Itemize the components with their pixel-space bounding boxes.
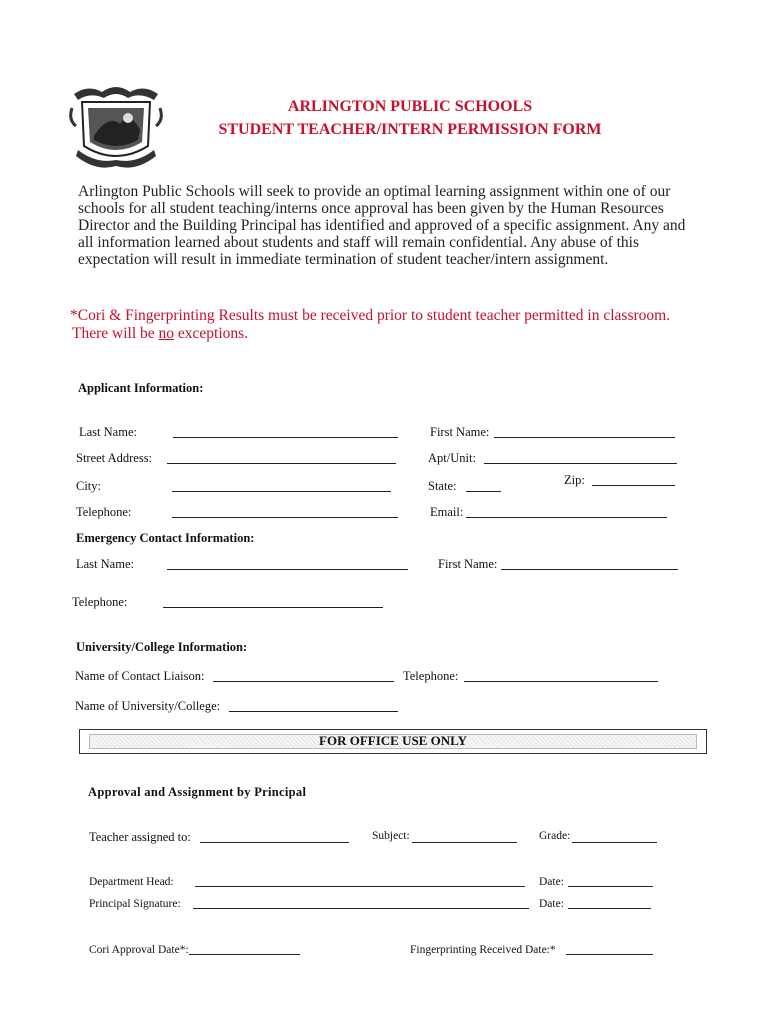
notice-line-2: [72, 325, 248, 343]
applicant-last-name-label: Last Name:: [79, 425, 137, 439]
emergency-last-name-label: Last Name:: [76, 557, 134, 571]
emergency-telephone-label: Telephone:: [72, 595, 128, 609]
contact-liaison-field[interactable]: [213, 671, 394, 682]
notice-text-end: exceptions.: [174, 325, 249, 342]
applicant-telephone-field[interactable]: [172, 507, 398, 518]
date-label-1: Date:: [539, 876, 564, 888]
department-head-field[interactable]: [195, 876, 525, 887]
state-field[interactable]: [466, 481, 501, 492]
apt-field[interactable]: [484, 453, 677, 464]
date-field-2[interactable]: [568, 898, 651, 909]
teacher-assigned-label: Teacher assigned to:: [89, 830, 191, 844]
department-head-label: Department Head:: [89, 876, 174, 888]
grade-field[interactable]: [572, 832, 657, 843]
fingerprint-date-field[interactable]: [566, 944, 653, 955]
approval-heading: Approval and Assignment by Principal: [88, 785, 307, 799]
college-name-field[interactable]: [229, 701, 398, 712]
notice-emphasis: no: [158, 325, 175, 342]
principal-signature-label: Principal Signature:: [89, 898, 181, 910]
subject-field[interactable]: [412, 832, 517, 843]
applicant-first-name-label: First Name:: [430, 425, 490, 439]
form-title: STUDENT TEACHER/INTERN PERMISSION FORM: [218, 121, 602, 138]
college-name-label: Name of University/College:: [75, 699, 221, 713]
applicant-last-name-field[interactable]: [173, 427, 398, 438]
cori-approval-field[interactable]: [189, 944, 300, 955]
notice-text: There will be: [72, 325, 159, 342]
applicant-heading: Applicant Information:: [78, 381, 204, 395]
city-label: City:: [76, 479, 102, 493]
street-field[interactable]: [167, 453, 396, 464]
city-field[interactable]: [172, 481, 391, 492]
emergency-heading: Emergency Contact Information:: [76, 531, 255, 545]
contact-liaison-label: Name of Contact Liaison:: [75, 669, 205, 683]
zip-field[interactable]: [592, 475, 675, 486]
office-use-banner: [79, 729, 707, 754]
university-telephone-label: Telephone:: [403, 669, 459, 683]
state-label: State:: [428, 479, 457, 493]
grade-label: Grade:: [539, 830, 571, 842]
emergency-telephone-field[interactable]: [163, 597, 383, 608]
email-label: Email:: [430, 505, 464, 519]
zip-label: Zip:: [564, 473, 585, 487]
principal-signature-field[interactable]: [193, 898, 529, 909]
emergency-last-name-field[interactable]: [167, 559, 408, 570]
date-field-1[interactable]: [568, 876, 653, 887]
apt-label: Apt/Unit:: [428, 451, 476, 465]
intro-paragraph: Arlington Public Schools will seek to provide an optimal learning assignment within one of our schools for all student teaching/interns once approval has been given by the Human Resources Director and the Building Principal has identified and approved of a specific assignment. Any and all information learned about students and staff will remain confidential. Any abuse of this expectation will result in immediate termination of student teacher/intern assignment.: [78, 183, 686, 268]
university-telephone-field[interactable]: [464, 671, 658, 682]
notice-line-1: *Cori & Fingerprinting Results must be received prior to student teacher permitted in classroom.: [70, 307, 671, 324]
emergency-first-name-field[interactable]: [501, 559, 678, 570]
university-heading: University/College Information:: [76, 640, 248, 654]
fingerprint-date-label: Fingerprinting Received Date:*: [410, 944, 556, 956]
district-title: ARLINGTON PUBLIC SCHOOLS: [287, 98, 533, 115]
applicant-telephone-label: Telephone:: [76, 505, 132, 519]
cori-approval-label: Cori Approval Date*:: [89, 944, 189, 956]
subject-label: Subject:: [372, 830, 410, 842]
office-banner-text: FOR OFFICE USE ONLY: [319, 733, 467, 748]
street-label: Street Address:: [76, 451, 153, 465]
date-label-2: Date:: [539, 898, 564, 910]
email-field[interactable]: [466, 507, 667, 518]
applicant-first-name-field[interactable]: [494, 427, 675, 438]
teacher-assigned-field[interactable]: [200, 832, 349, 843]
emergency-first-name-label: First Name:: [438, 557, 498, 571]
